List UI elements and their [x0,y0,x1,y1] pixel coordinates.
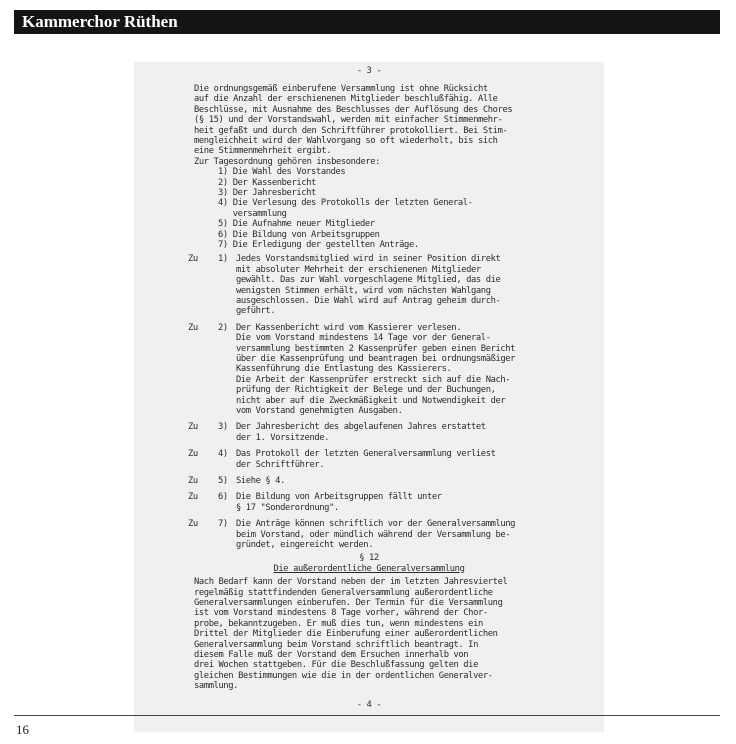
zu-text-line: mit absoluter Mehrheit der erschienenen Mitglieder [236,264,481,275]
section-line: diesem Falle muß der Vorstand dem Ersuchen innerhalb von [194,650,469,660]
zu-text-line: beim Vorstand, oder mündlich während der Versammlung be- [236,529,511,540]
zu-text-line: geführt. [236,306,276,317]
zu-number: 1) [218,254,228,265]
section-line: probe, bekanntzugeben. Er muß dies tun, wenn mindestens ein [194,618,483,629]
section-line: regelmäßig stattfindenden Generalversammlung außerordentliche [194,587,493,598]
zu-text-line: über die Kassenprüfung und beantragen bei ordnungsmäßiger [236,354,516,364]
paragraph-line: Die ordnungsgemäß einberufene Versammlung ist ohne Rücksicht [194,84,488,94]
paragraph-line: heit gefaßt und durch den Schriftführer protokolliert. Bei Stim- [194,125,508,136]
zu-text-line: gründet, eingereicht werden. [236,540,374,550]
zu-text-line: vom Vorstand genehmigten Ausgaben. [236,406,403,416]
section-title: Die außerordentliche Generalversammlung [273,563,465,574]
zu-text-line: Die vom Vorstand mindestens 14 Tage vor der General- [236,333,491,344]
zu-text-line: Siehe § 4. [236,476,285,486]
zu-text-line: Jedes Vorstandsmitglied wird in seiner Position direkt [236,254,501,265]
zu-label: Zu [188,422,198,433]
zu-number: 4) [218,449,228,460]
zu-text-line: § 17 "Sonderordnung". [236,502,339,513]
scanned-page [134,62,604,732]
typewritten-text [134,62,604,732]
zu-label: Zu [188,519,198,530]
zu-text-line: Der Jahresbericht des abgelaufenen Jahres erstattet [236,422,486,433]
section-line: Drittel der Mitglieder die Einberufung einer außerordentlichen [194,629,498,640]
zu-text-line: versammlung bestimmten 2 Kassenprüfer geben einen Bericht [236,343,516,354]
zu-text-line: gewählt. Das zur Wahl vorgeschlagene Mitglied, das die [236,275,501,286]
agenda-item: 1) Die Wahl des Vorstandes [218,167,346,178]
page-number-top: - 3 - [356,66,382,76]
zu-label: Zu [188,254,198,265]
section-line: Generalversammlung beim Vorstand schriftlich beantragt. In [194,639,478,650]
agenda-item: 2) Der Kassenbericht [218,177,316,188]
zu-text-line: Die Anträge können schriftlich vor der Generalversammlung [236,519,516,530]
section-line: sammlung. [194,681,239,692]
section-line: gleichen Bestimmungen wie die in der ordentlichen Generalver- [194,670,493,681]
zu-text-line: ausgeschlossen. Die Wahl wird auf Antrag geheim durch- [236,296,501,306]
zu-number: 2) [218,322,228,333]
zu-number: 5) [218,476,228,486]
paragraph-line: Beschlüsse, mit Ausnahme des Beschlusses der Auflösung des Chores [194,104,513,115]
header-bar [14,10,720,34]
paragraph-line: mengleichheit wird der Wahlvorgang so oft wiederholt, bis sich [194,136,498,146]
page-number-bottom: - 4 - [356,699,382,710]
zu-text-line: Die Bildung von Arbeitsgruppen fällt unter [236,492,442,503]
footer-rule [14,715,720,716]
agenda-item: 3) Der Jahresbericht [218,188,316,198]
agenda-item: 5) Die Aufnahme neuer Mitglieder [218,219,375,230]
zu-text-line: Die Arbeit der Kassenprüfer erstreckt sich auf die Nach- [236,374,511,385]
zu-text-line: Kassenführung die Entlastung des Kassierers. [236,364,452,375]
zu-number: 3) [218,422,228,433]
header-title: Kammerchor Rüthen [22,12,178,31]
zu-text-line: Das Protokoll der letzten Generalversammlung verliest [236,449,496,460]
zu-label: Zu [188,492,198,503]
zu-text-line: nicht aber auf die Zweckmäßigkeit und Notwendigkeit der [236,395,506,406]
section-number: § 12 [359,553,379,564]
zu-text-line: der 1. Vorsitzende. [236,432,330,443]
zu-text-line: prüfung der Richtigkeit der Belege und der Buchungen, [236,385,496,396]
agenda-item: versammlung [218,208,287,219]
paragraph-line: eine Stimmenmehrheit ergibt. [194,146,332,157]
paragraph-line: Zur Tagesordnung gehören insbesondere: [194,156,381,167]
zu-label: Zu [188,476,198,486]
paragraph-line: (§ 15) und der Vorstandswahl, werden mit einfacher Stimmenmehr- [194,115,503,126]
zu-text-line: der Schriftführer. [236,459,325,470]
section-line: ist vom Vorstand mindestens 8 Tage vorher, während der Chor- [194,608,488,619]
zu-number: 6) [218,492,228,503]
agenda-item: 6) Die Bildung von Arbeitsgruppen [218,229,380,240]
section-line: Generalversammlungen einberufen. Der Termin für die Versammlung [194,598,503,608]
paragraph-line: auf die Anzahl der erschienenen Mitglieder beschlußfähig. Alle [194,94,498,105]
footer-page-number: 16 [16,722,29,737]
agenda-item: 7) Die Erledigung der gestellten Anträge. [218,240,419,250]
zu-label: Zu [188,322,198,333]
section-line: Nach Bedarf kann der Vorstand neben der im letzten Jahresviertel [194,577,508,588]
zu-text-line: Der Kassenbericht wird vom Kassierer verlesen. [236,322,462,333]
agenda-item: 4) Die Verlesung des Protokolls der letzten General- [218,198,473,209]
zu-text-line: wenigsten Stimmen erhält, wird vom nächsten Wahlgang [236,285,491,296]
zu-number: 7) [218,519,228,530]
zu-label: Zu [188,449,198,460]
section-line: drei Wochen stattgeben. Für die Beschlußfassung gelten die [194,660,478,671]
